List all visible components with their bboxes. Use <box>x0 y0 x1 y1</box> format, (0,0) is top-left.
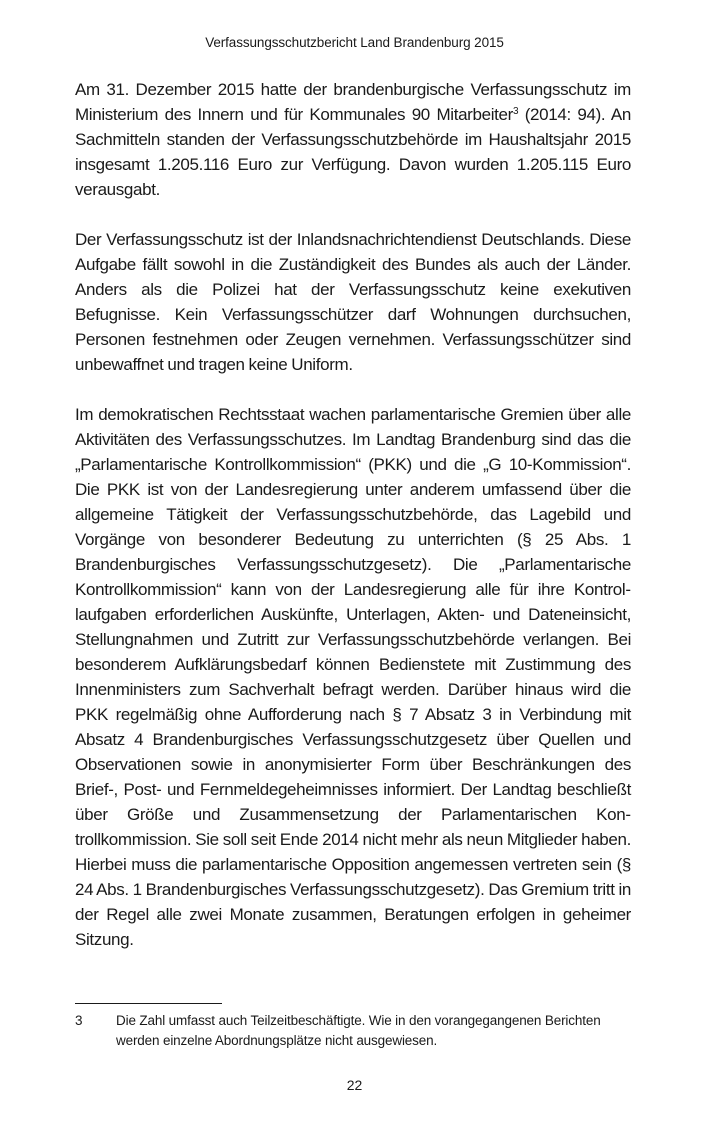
footnote-divider <box>75 1003 222 1004</box>
paragraph-staff-budget <box>75 77 631 202</box>
paragraph-1-text-start: Am 31. Dezember 2015 hatte der brandenburgische Verfassungsschutz im Ministerium des Innern und für Kommunales 90 Mitarbeiter <box>75 80 631 124</box>
running-header: Verfassungsschutzbericht Land Brandenburg 2015 <box>205 35 504 50</box>
footnote <box>75 1011 631 1051</box>
footnote-text: Die Zahl umfasst auch Teilzeitbeschäftigte. Wie in den vorangegangenen Berichten werden einzelne Abordnungsplätze nicht ausgewiesen. <box>116 1013 601 1048</box>
main-text <box>75 77 631 952</box>
paragraph-1-text-end: (2014: 94). An Sachmitteln standen der Verfassungsschutzbehörde im Haushaltsjahr 2015 insgesamt 1.205.116 Euro zur Verfügung. Davon wurden 1.205.115 Euro verausgabt. <box>75 105 631 199</box>
page-number: 22 <box>346 1077 363 1093</box>
footnote-reference[interactable]: 3 <box>512 106 519 117</box>
footnote-number: 3 <box>75 1013 83 1028</box>
paragraph-parliamentary-control: Im demokratischen Rechtsstaat wachen parlamentarische Gremien über alle Aktivitäten des Verfassungsschutzes. Im Landtag Brandenburg sind das die „Parlamentarische Kontrollkommission“ (PKK) und die „G 10-Kommission“. Die PKK ist von der Landesregierung unter anderem umfassend über die allgemeine Tätigkeit der Verfassungsschutzbehörde, das Lagebild und Vorgänge von besonderer Bedeutung zu unterrichten (§ 25 Abs. 1 Brandenburgisches Verfassungsschutzgesetz). Die „Parlamentarische Kontrollkommission“ kann von der Landesregierung alle für ihre Kontrollaufgaben erforderlichen Auskünfte, Unterlagen, Akten- und Dateneinsicht, Stellungnahmen und Zutritt zur Verfassungsschutzbehörde verlangen. Bei besonderem Aufklärungsbedarf können Bedienstete mit Zustimmung des Innenministers zum Sachverhalt befragt werden. Darüber hinaus wird die PKK regelmäßig ohne Aufforderung nach § 7 Absatz 3 in Verbindung mit Absatz 4 Brandenburgisches Verfassungsschutzgesetz über Quellen und Observationen sowie in anonymisierter Form über Beschränkungen des Brief-, Post- und Fernmeldegeheimnisses informiert. Der Landtag beschließt über Größe und Zusammensetzung der Parlamentarischen Kontrollkommission. Sie soll seit Ende 2014 nicht mehr als neun Mitglieder haben. Hierbei muss die parlamentarische Opposition angemessen vertreten sein (§ 24 Abs. 1 Brandenburgisches Verfassungsschutzgesetz). Das Gremium tritt in der Regel alle zwei Monate zusammen, Beratungen erfolgen in geheimer Sitzung. <box>75 405 631 949</box>
paragraph-domestic-intelligence: Der Verfassungsschutz ist der Inlandsnachrichtendienst Deutschlands. Diese Aufgabe fällt sowohl in die Zuständigkeit des Bundes als auch der Länder. Anders als die Polizei hat der Verfassungsschutz keine exekutiven Befugnisse. Kein Verfassungsschützer darf Wohnungen durchsuchen, Personen festnehmen oder Zeugen vernehmen. Verfassungsschützer sind unbewaffnet und tragen keine Uniform. <box>75 230 631 374</box>
